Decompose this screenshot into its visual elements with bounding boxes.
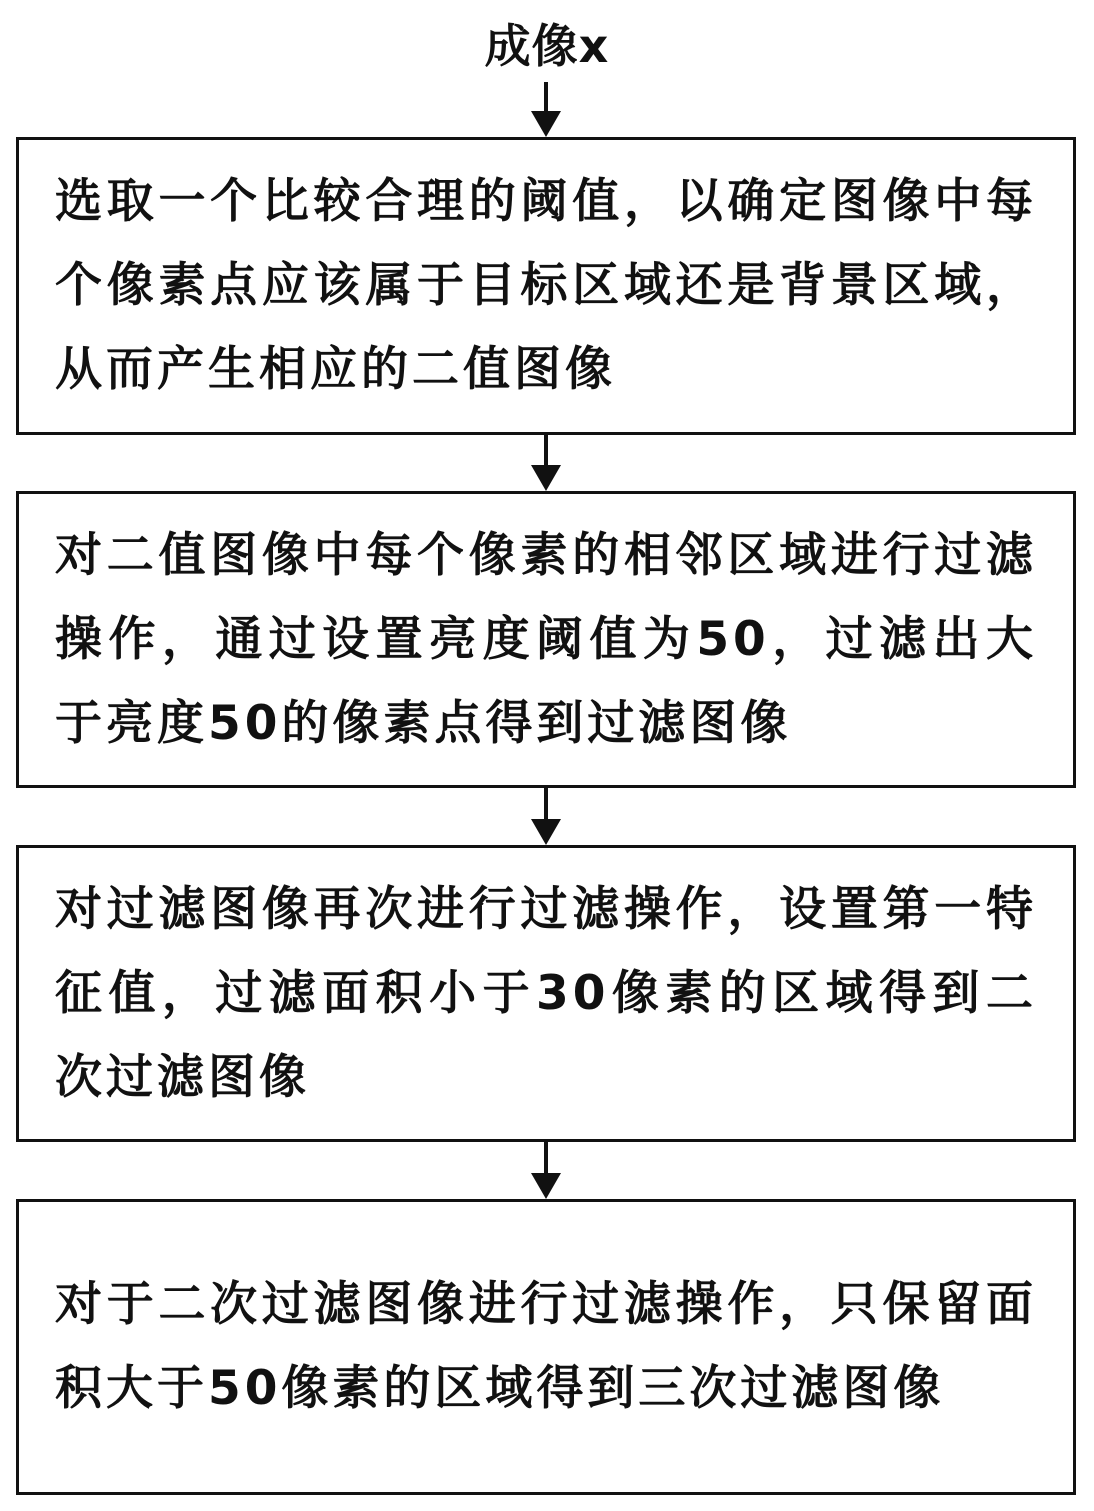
arrow-down-icon (531, 82, 561, 137)
arrow-down-icon (531, 1142, 561, 1199)
flowchart-input-label: 成像x (484, 19, 610, 73)
arrow-down-icon (531, 435, 561, 491)
process-step-2 (16, 491, 1076, 788)
process-step-2-text: 对二值图像中每个像素的相邻区域进行过滤操作，通过设置亮度阈值为50，过滤出大于亮度50的像素点得到过滤图像 (55, 527, 1037, 751)
process-step-1 (16, 137, 1076, 435)
process-step-4-text: 对于二次过滤图像进行过滤操作，只保留面积大于50像素的区域得到三次过滤图像 (55, 1277, 1037, 1416)
process-step-1-text: 选取一个比较合理的阈值，以确定图像中每个像素点应该属于目标区域还是背景区域，从而产生相应的二值图像 (55, 174, 1037, 397)
process-step-3 (16, 845, 1076, 1142)
arrow-down-icon (531, 788, 561, 845)
process-step-3-text: 对过滤图像再次进行过滤操作，设置第一特征值，过滤面积小于30像素的区域得到二次过滤图像 (55, 881, 1037, 1105)
process-step-4 (16, 1199, 1076, 1495)
